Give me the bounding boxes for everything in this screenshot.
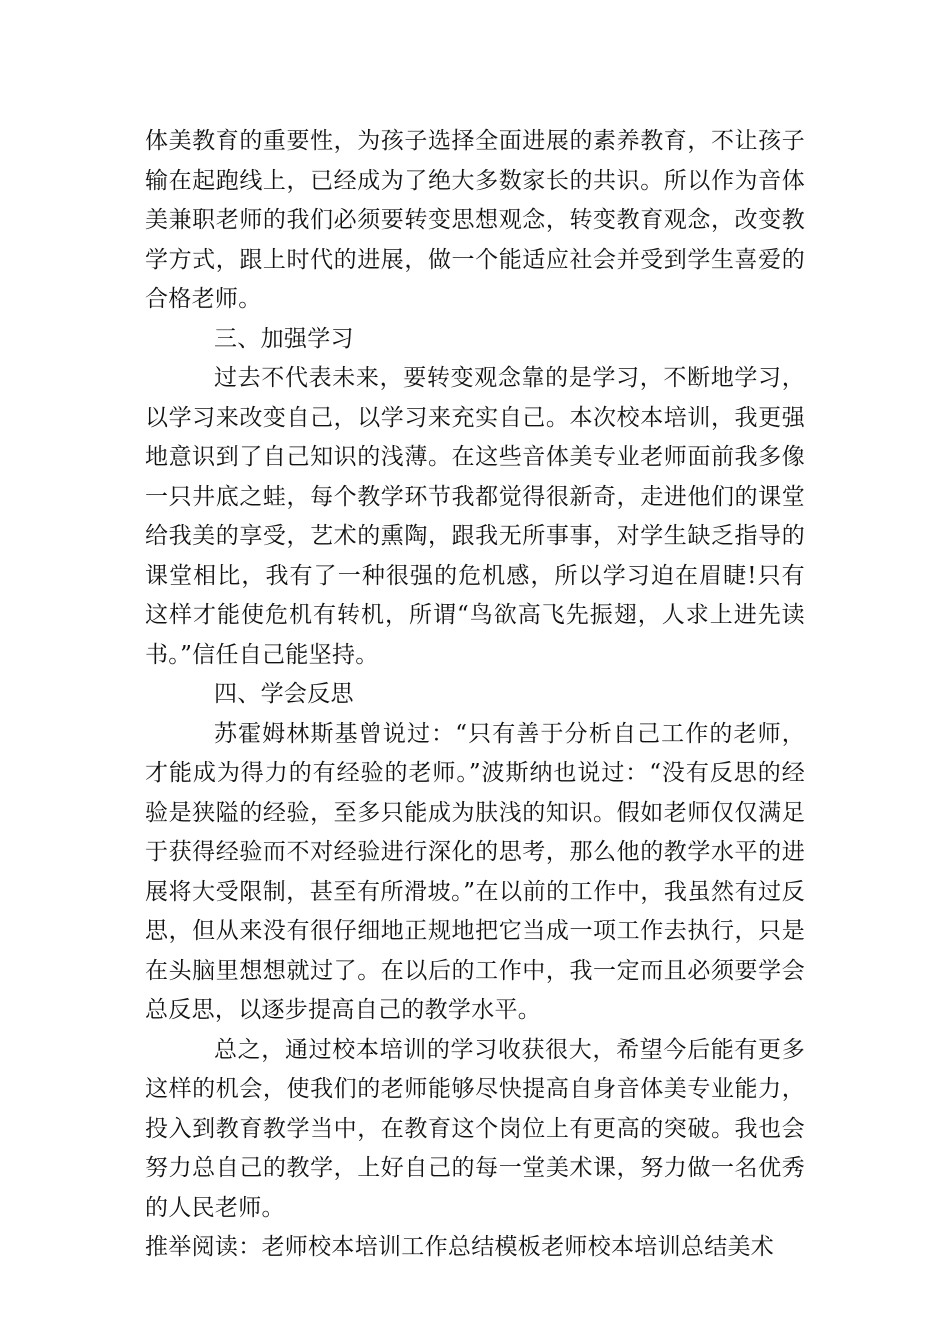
paragraph-intro: 体美教育的重要性，为孩子选择全面进展的素养教育，不让孩子输在起跑线上，已经成为了绝大多数家长的共识。所以作为音体美兼职老师的我们必须要转变思想观念，转变教育观念，改变教学方式，跟上时代的进展，做一个能适应社会并受到学生喜爱的合格老师。 — [145, 128, 805, 312]
paragraph-learning: 过去不代表未来，要转变观念靠的是学习，不断地学习，以学习来改变自己，以学习来充实自己。本次校本培训，我更强地意识到了自己知识的浅薄。在这些音体美专业老师面前我多像一只井底之蛙，每个教学环节我都觉得很新奇，走进他们的课堂给我美的享受，艺术的熏陶，跟我无所事事，对学生缺乏指导的课堂相比，我有了一种很强的危机感，所以学习迫在眉睫!只有这样才能使危机有转机，所谓“鸟欲高飞先振翅，人求上进先读书。”信任自己能坚持。 — [145, 365, 805, 668]
recommended-reading-link[interactable]: 推举阅读：老师校本培训工作总结模板老师校本培训总结美术 — [145, 1234, 775, 1260]
paragraph-conclusion: 总之，通过校本培训的学习收获很大，希望今后能有更多这样的机会，使我们的老师能够尽快提高自身音体美专业能力，投入到教育教学当中，在教育这个岗位上有更高的突破。我也会努力总自己的教学，上好自己的每一堂美术课，努力做一名优秀的人民老师。 — [145, 1036, 805, 1221]
section-heading-3: 三、加强学习 — [214, 325, 354, 352]
paragraph-reflection: 苏霍姆林斯基曾说过：“只有善于分析自己工作的老师，才能成为得力的有经验的老师。”波斯纳也说过：“没有反思的经验是狭隘的经验，至多只能成为肤浅的知识。假如老师仅仅满足于获得经验而不对经验进行深化的思考，那么他的教学水平的进展将大受限制，甚至有所滑坡。”在以前的工作中，我虽然有过反思，但从来没有很仔细地正规地把它当成一项工作去执行，只是在头脑里想想就过了。在以后的工作中，我一定而且必须要学会总反思，以逐步提高自己的教学水平。 — [145, 720, 805, 1023]
document-page — [145, 122, 805, 1268]
section-heading-4: 四、学会反思 — [214, 681, 354, 707]
